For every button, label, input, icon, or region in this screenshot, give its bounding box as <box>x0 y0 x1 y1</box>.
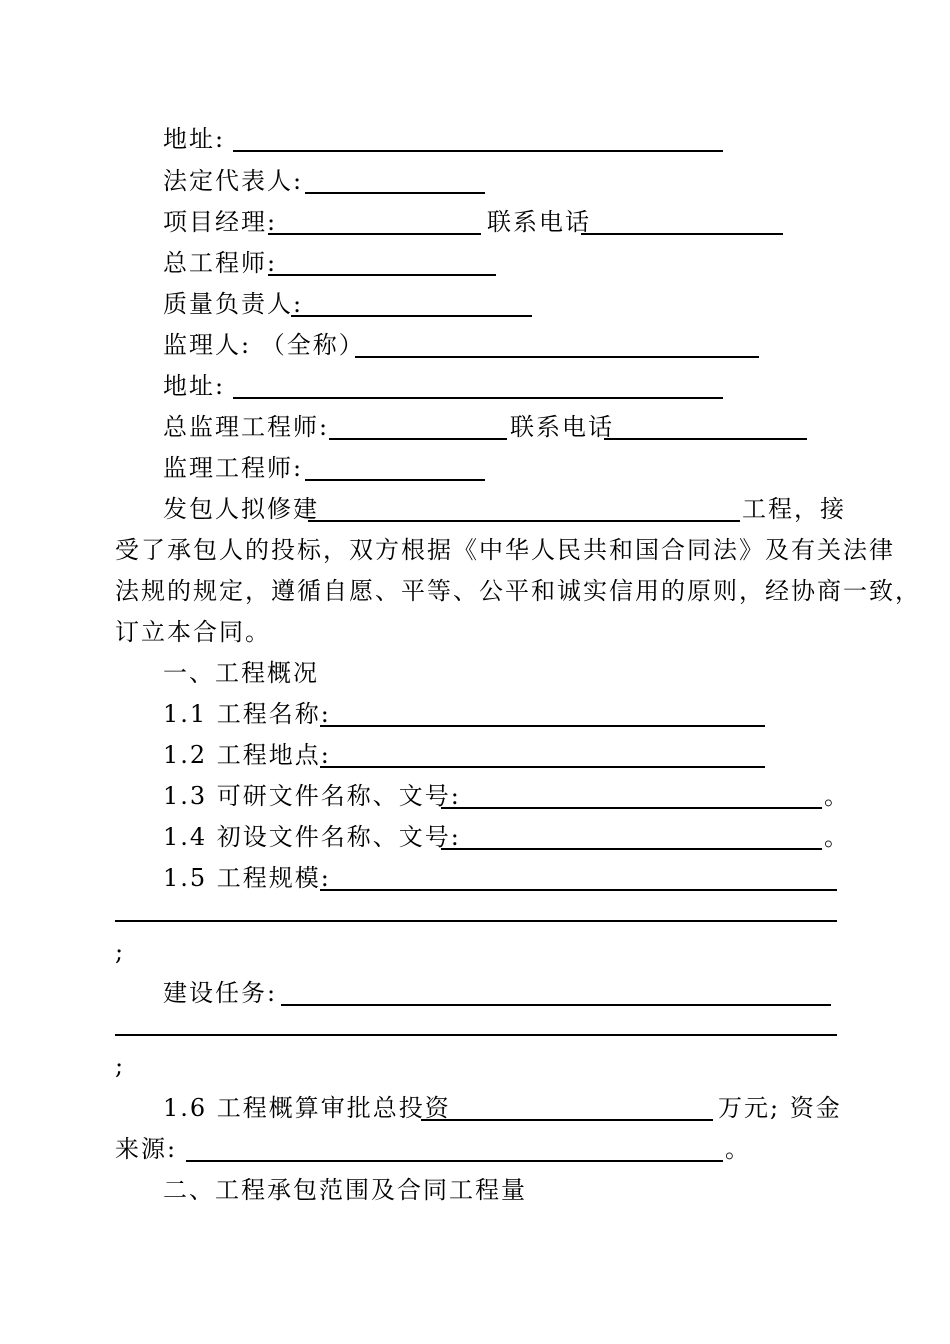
funding-source-field[interactable] <box>186 1160 723 1162</box>
item-1-1-label: 1.1 工程名称: <box>163 700 331 728</box>
section-1-heading: 一、工程概况 <box>163 659 319 687</box>
project-location-field[interactable] <box>320 766 765 768</box>
supervisor-label: 监理人: （全称） <box>163 331 365 359</box>
funding-period: 。 <box>725 1135 751 1163</box>
supervising-engineer-blank[interactable] <box>305 479 485 481</box>
item-1-4-period: 。 <box>824 823 850 851</box>
address-label: 地址: <box>163 125 226 153</box>
item-1-3-label: 1.3 可研文件名称、文号: <box>163 782 461 810</box>
contact-phone-blank-2[interactable] <box>604 438 807 440</box>
scale-semicolon: ; <box>115 938 126 966</box>
legal-rep-label: 法定代表人: <box>163 167 304 195</box>
quality-lead-blank[interactable] <box>291 315 532 317</box>
section-2-heading: 二、工程承包范围及合同工程量 <box>163 1176 527 1204</box>
chief-engineer-blank[interactable] <box>268 274 496 276</box>
contact-phone-label-2: 联系电话 <box>510 413 614 441</box>
total-investment-field[interactable] <box>421 1119 713 1121</box>
supervisor-blank[interactable] <box>355 356 759 358</box>
project-name-field[interactable] <box>320 725 765 727</box>
preamble-text-2: 受了承包人的投标，双方根据《中华人民共和国合同法》及有关法律 <box>115 536 895 564</box>
preamble-part-2: 工程，接 <box>742 495 846 523</box>
preamble-text-3: 法规的规定，遵循自愿、平等、公平和诚实信用的原则，经协商一致， <box>115 577 921 605</box>
address-blank[interactable] <box>233 150 723 152</box>
task-semicolon: ; <box>115 1052 126 1080</box>
project-scale-field-continuation[interactable] <box>115 920 837 922</box>
preamble-part-1: 发包人拟修建 <box>163 495 319 523</box>
preamble-text-4: 订立本合同。 <box>115 618 271 646</box>
project-scale-field[interactable] <box>320 889 837 891</box>
quality-lead-label: 质量负责人: <box>163 290 304 318</box>
construction-task-field[interactable] <box>281 1004 831 1006</box>
funding-label: 来源: <box>115 1135 178 1163</box>
construction-task-field-continuation[interactable] <box>115 1034 837 1036</box>
supervising-engineer-label: 监理工程师: <box>163 454 304 482</box>
chief-supervisor-blank[interactable] <box>329 438 507 440</box>
legal-rep-blank[interactable] <box>305 192 485 194</box>
project-manager-blank[interactable] <box>268 233 481 235</box>
feasibility-doc-field[interactable] <box>441 807 822 809</box>
chief-engineer-label: 总工程师: <box>163 249 278 277</box>
supervisor-address-blank[interactable] <box>233 397 723 399</box>
chief-supervisor-label: 总监理工程师: <box>163 413 330 441</box>
item-1-5-label: 1.5 工程规模: <box>163 864 331 892</box>
construction-task-label: 建设任务: <box>163 979 278 1007</box>
item-1-4-label: 1.4 初设文件名称、文号: <box>163 823 461 851</box>
item-1-2-label: 1.2 工程地点: <box>163 741 331 769</box>
project-name-blank[interactable] <box>308 520 740 522</box>
contact-phone-label: 联系电话 <box>487 208 591 236</box>
project-manager-label: 项目经理: <box>163 208 278 236</box>
preliminary-design-doc-field[interactable] <box>441 848 822 850</box>
item-1-6-label: 1.6 工程概算审批总投资 <box>163 1094 451 1122</box>
supervisor-address-label: 地址: <box>163 372 226 400</box>
item-1-3-period: 。 <box>824 782 850 810</box>
wan-yuan-label: 万元; 资金 <box>718 1094 842 1122</box>
contact-phone-blank[interactable] <box>581 233 783 235</box>
